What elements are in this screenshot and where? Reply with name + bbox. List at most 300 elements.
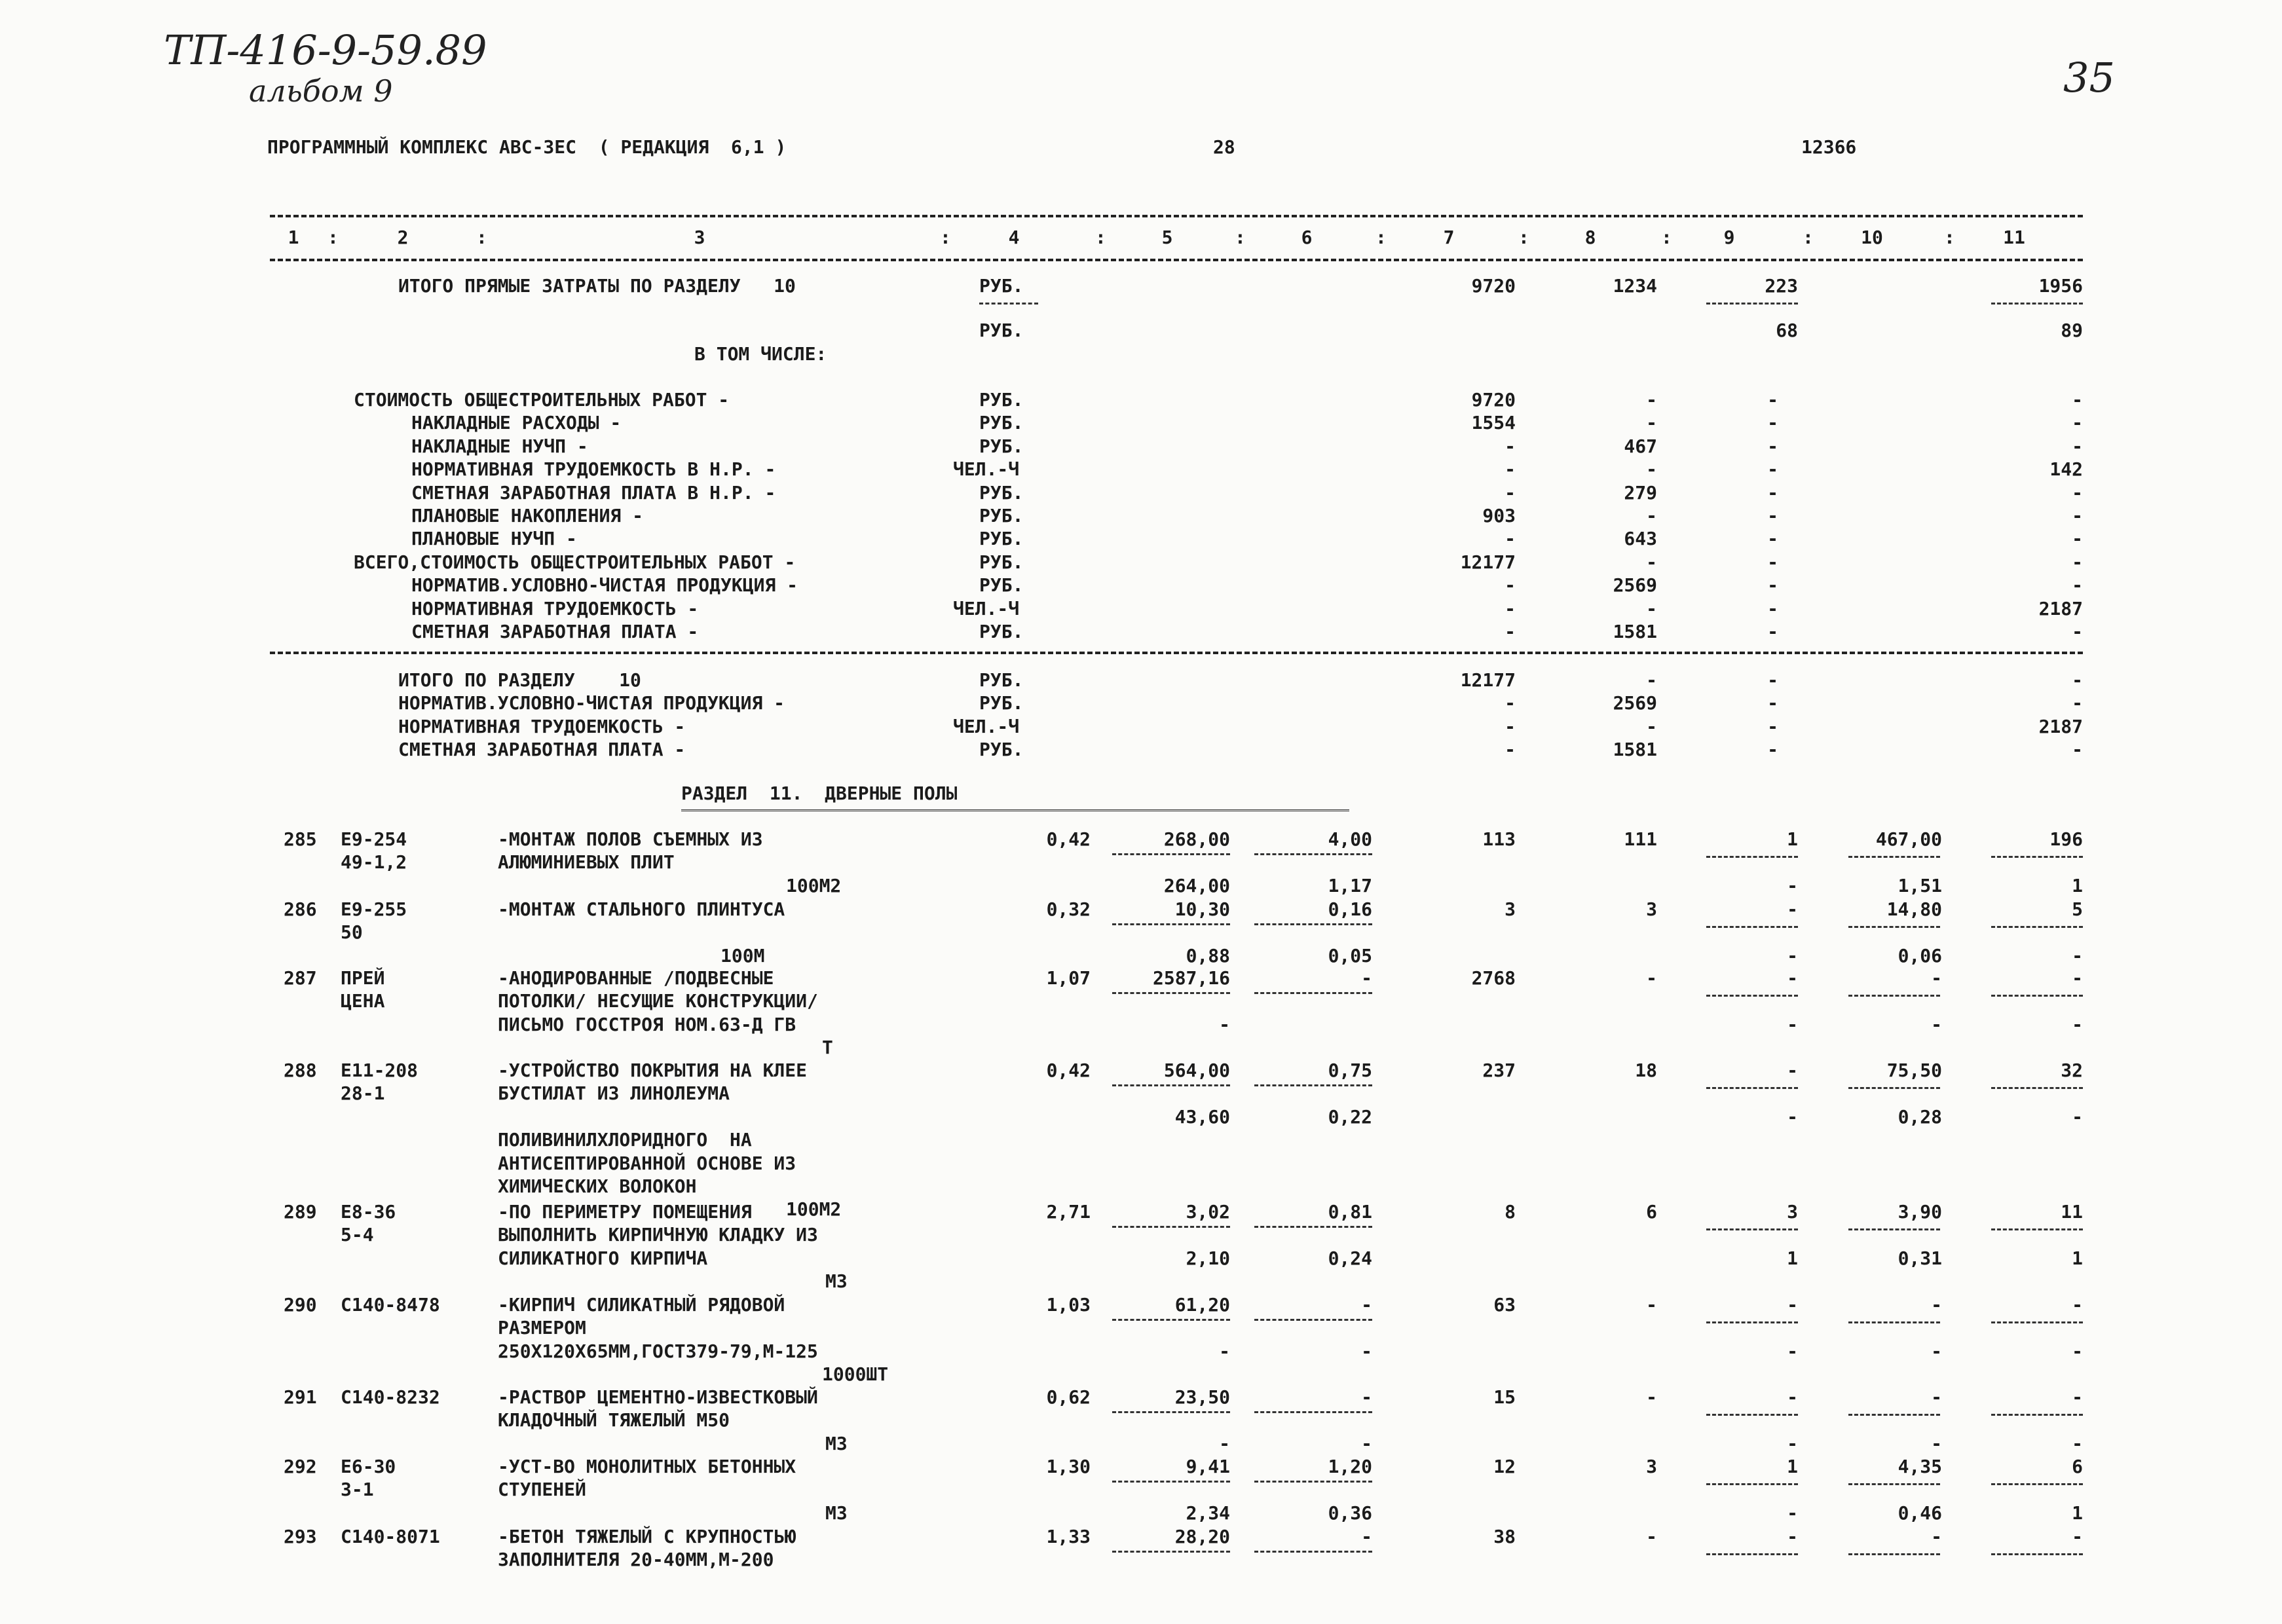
column-header-3: 3 xyxy=(694,227,705,248)
breakdown-unit: РУБ. xyxy=(979,412,1024,434)
item-c11: - xyxy=(2072,967,2083,989)
including-label: В ТОМ ЧИСЛЕ: xyxy=(694,343,827,365)
item-c6: 1,20 xyxy=(1328,1456,1372,1477)
item-description: БУСТИЛАТ ИЗ ЛИНОЛЕУМА xyxy=(498,1082,730,1105)
item-c9: 3 xyxy=(1787,1201,1798,1223)
item-description: -МОНТАЖ ПОЛОВ СЪЕМНЫХ ИЗ xyxy=(498,828,763,850)
item-c11-sub: - xyxy=(2072,944,2083,967)
item-description: 250Х120Х65ММ,ГОСТ379-79,М-125 xyxy=(498,1340,818,1362)
item-qty: 1,03 xyxy=(1046,1294,1091,1316)
item-c5-sub: 0,88 xyxy=(1186,944,1230,967)
item-c7: 2768 xyxy=(1471,967,1516,989)
column-separator: : xyxy=(1095,227,1106,248)
sub-rule-c10 xyxy=(1848,995,1940,997)
sub-rule-c11 xyxy=(1991,856,2083,858)
item-c5-sub: 2,10 xyxy=(1186,1247,1230,1269)
breakdown-label: ПЛАНОВЫЕ НАКОПЛЕНИЯ - xyxy=(411,505,644,526)
sub-rule-c11 xyxy=(1991,926,2083,928)
item-c9-sub: - xyxy=(1787,1432,1798,1454)
item-description: АЛЮМИНИЕВЫХ ПЛИТ xyxy=(498,851,675,874)
item-c7: 113 xyxy=(1482,828,1516,850)
breakdown-unit: РУБ. xyxy=(979,551,1024,573)
total-direct-c9-2: 68 xyxy=(1776,320,1798,341)
column-header-11: 11 xyxy=(2003,227,2025,248)
item-description: ПОТОЛКИ/ НЕСУЩИЕ КОНСТРУКЦИИ/ xyxy=(498,990,818,1012)
breakdown-c8: - xyxy=(1646,458,1657,481)
column-separator: : xyxy=(327,227,339,248)
sub-rule-c6 xyxy=(1254,992,1372,994)
item-number: 285 xyxy=(284,828,317,850)
breakdown-unit: ЧЕЛ.-Ч xyxy=(953,458,1020,481)
breakdown-label: НАКЛАДНЫЕ РАСХОДЫ - xyxy=(411,412,622,434)
item-description: СИЛИКАТНОГО КИРПИЧА xyxy=(498,1247,708,1269)
item-c9-sub: - xyxy=(1787,1013,1798,1035)
sub-rule-c9 xyxy=(1706,1553,1798,1555)
item-c9: - xyxy=(1787,898,1798,920)
sheet-number: 28 xyxy=(1213,136,1235,158)
table-header-rule xyxy=(270,259,2083,261)
item-c11-sub: 1 xyxy=(2072,1502,2083,1524)
column-header-7: 7 xyxy=(1443,227,1455,248)
breakdown-unit: РУБ. xyxy=(979,435,1024,457)
column-separator: : xyxy=(1944,227,1955,248)
item-unit: 100М2 xyxy=(786,1198,842,1221)
summary-unit: РУБ. xyxy=(979,739,1024,761)
sub-rule-c10 xyxy=(1848,1087,1940,1089)
item-c8: - xyxy=(1646,967,1657,989)
item-qty: 0,42 xyxy=(1046,828,1091,850)
item-c5: 564,00 xyxy=(1163,1060,1230,1081)
column-header-1: 1 xyxy=(288,227,299,248)
summary-c7: 12177 xyxy=(1460,669,1516,691)
item-c9: - xyxy=(1787,1526,1798,1547)
item-c10-sub: 0,06 xyxy=(1898,944,1942,967)
item-number: 293 xyxy=(284,1526,317,1547)
breakdown-c7: - xyxy=(1505,458,1516,481)
breakdown-c11: - xyxy=(2072,574,2083,597)
handwritten-page-number: 35 xyxy=(2063,54,2115,101)
item-c5-sub: - xyxy=(1219,1340,1230,1362)
breakdown-c8: - xyxy=(1646,505,1657,526)
item-c11-sub: - xyxy=(2072,1105,2083,1128)
sub-rule-c6 xyxy=(1254,853,1372,855)
breakdown-unit: РУБ. xyxy=(979,505,1024,526)
item-unit: 1000ШТ xyxy=(822,1363,889,1386)
item-c9: - xyxy=(1787,1386,1798,1408)
item-c11: 5 xyxy=(2072,898,2083,920)
breakdown-unit: РУБ. xyxy=(979,621,1024,642)
item-description: -УСТРОЙСТВО ПОКРЫТИЯ НА КЛЕЕ xyxy=(498,1060,808,1081)
item-description: ПИСЬМО ГОССТРОЯ НОМ.63-Д ГВ xyxy=(498,1013,796,1035)
total-direct-c8: 1234 xyxy=(1613,275,1657,297)
item-c6: - xyxy=(1361,967,1372,989)
column-separator: : xyxy=(1235,227,1246,248)
item-qty: 0,62 xyxy=(1046,1386,1091,1408)
breakdown-c9: - xyxy=(1767,528,1778,550)
breakdown-unit: РУБ. xyxy=(979,574,1024,597)
summary-label: НОРМАТИВ.УСЛОВНО-ЧИСТАЯ ПРОДУКЦИЯ - xyxy=(398,692,785,714)
sub-rule-c5 xyxy=(1112,1226,1230,1228)
column-separator: : xyxy=(1375,227,1387,248)
breakdown-c7: - xyxy=(1505,621,1516,642)
breakdown-c9: - xyxy=(1767,551,1778,573)
item-c8: 6 xyxy=(1646,1201,1657,1223)
item-code: 28-1 xyxy=(341,1082,385,1105)
item-c6-sub: 0,22 xyxy=(1328,1105,1372,1128)
item-c10-sub: - xyxy=(1931,1432,1942,1454)
item-c11: - xyxy=(2072,1526,2083,1547)
item-c5: 2587,16 xyxy=(1152,967,1230,989)
sub-rule-c5 xyxy=(1112,1411,1230,1413)
item-description: -КИРПИЧ СИЛИКАТНЫЙ РЯДОВОЙ xyxy=(498,1294,785,1316)
item-qty: 1,30 xyxy=(1046,1456,1091,1477)
sub-rule-c11 xyxy=(1991,1414,2083,1416)
sub-rule-c6 xyxy=(1254,1226,1372,1228)
sub-rule-c11 xyxy=(1991,1087,2083,1089)
item-c5: 23,50 xyxy=(1174,1386,1230,1408)
sub-rule-c10 xyxy=(1848,1483,1940,1485)
item-code: С140-8071 xyxy=(341,1526,440,1547)
breakdown-c9: - xyxy=(1767,458,1778,481)
item-c6-sub: 1,17 xyxy=(1328,874,1372,896)
c11-underline xyxy=(1991,303,2083,304)
total-direct-c11-2: 89 xyxy=(2061,320,2083,341)
breakdown-c9: - xyxy=(1767,597,1778,619)
item-c5-sub: 264,00 xyxy=(1163,874,1230,896)
breakdown-label: СМЕТНАЯ ЗАРАБОТНАЯ ПЛАТА - xyxy=(411,621,699,642)
column-separator: : xyxy=(1803,227,1814,248)
item-unit: 100М2 xyxy=(786,874,842,896)
item-c8: 18 xyxy=(1635,1060,1657,1081)
sub-rule-c10 xyxy=(1848,1321,1940,1323)
item-c5-sub: 43,60 xyxy=(1174,1105,1230,1128)
item-c9: - xyxy=(1787,1060,1798,1081)
total-direct-c11: 1956 xyxy=(2038,275,2083,297)
item-unit: М3 xyxy=(825,1502,848,1524)
breakdown-unit: РУБ. xyxy=(979,389,1024,411)
sub-rule-c9 xyxy=(1706,926,1798,928)
item-c10: 4,35 xyxy=(1898,1456,1942,1477)
item-qty: 0,32 xyxy=(1046,898,1091,920)
breakdown-c7: 1554 xyxy=(1471,412,1516,434)
item-c9: 1 xyxy=(1787,828,1798,850)
breakdown-rule xyxy=(270,652,2083,654)
summary-c11: - xyxy=(2072,739,2083,761)
handwritten-album: альбом 9 xyxy=(249,73,393,109)
item-c11: 6 xyxy=(2072,1456,2083,1477)
item-qty: 1,33 xyxy=(1046,1526,1091,1547)
breakdown-c7: - xyxy=(1505,597,1516,619)
sub-rule-c11 xyxy=(1991,1483,2083,1485)
item-description: -ПО ПЕРИМЕТРУ ПОМЕЩЕНИЯ xyxy=(498,1201,752,1223)
item-c11-sub: - xyxy=(2072,1432,2083,1454)
summary-c7: - xyxy=(1505,715,1516,737)
item-c10: 75,50 xyxy=(1886,1060,1942,1081)
item-c5-sub: - xyxy=(1219,1013,1230,1035)
column-header-9: 9 xyxy=(1723,227,1735,248)
sub-rule-c10 xyxy=(1848,1414,1940,1416)
item-c10: - xyxy=(1931,1294,1942,1316)
breakdown-c9: - xyxy=(1767,481,1778,504)
item-c10-sub: - xyxy=(1931,1013,1942,1035)
summary-unit: РУБ. xyxy=(979,669,1024,691)
item-c7: 63 xyxy=(1493,1294,1516,1316)
item-c6-sub: 0,24 xyxy=(1328,1247,1372,1269)
item-c5: 28,20 xyxy=(1174,1526,1230,1547)
item-qty: 1,07 xyxy=(1046,967,1091,989)
breakdown-c11: - xyxy=(2072,435,2083,457)
item-number: 290 xyxy=(284,1294,317,1316)
document-number: 12366 xyxy=(1801,136,1857,158)
item-c10: 467,00 xyxy=(1875,828,1942,850)
item-c9-sub: - xyxy=(1787,874,1798,896)
breakdown-label: ВСЕГО,СТОИМОСТЬ ОБЩЕСТРОИТЕЛЬНЫХ РАБОТ - xyxy=(354,551,796,573)
summary-unit: РУБ. xyxy=(979,692,1024,714)
sub-rule-c9 xyxy=(1706,1228,1798,1230)
item-unit: М3 xyxy=(825,1270,848,1293)
breakdown-label: СТОИМОСТЬ ОБЩЕСТРОИТЕЛЬНЫХ РАБОТ - xyxy=(354,389,730,411)
breakdown-unit: РУБ. xyxy=(979,481,1024,504)
sub-rule-c9 xyxy=(1706,1483,1798,1485)
sub-rule-c9 xyxy=(1706,1321,1798,1323)
breakdown-unit: РУБ. xyxy=(979,528,1024,550)
breakdown-c7: - xyxy=(1505,528,1516,550)
sub-rule-c5 xyxy=(1112,992,1230,994)
table-top-rule xyxy=(270,215,2083,217)
item-unit: М3 xyxy=(825,1432,848,1454)
total-direct-label: ИТОГО ПРЯМЫЕ ЗАТРАТЫ ПО РАЗДЕЛУ 10 xyxy=(398,275,796,297)
breakdown-c8: 1581 xyxy=(1613,621,1657,642)
item-c9-sub: 1 xyxy=(1787,1247,1798,1269)
item-description: ВЫПОЛНИТЬ КИРПИЧНУЮ КЛАДКУ ИЗ xyxy=(498,1224,818,1246)
breakdown-c8: 643 xyxy=(1624,528,1657,550)
breakdown-c11: 142 xyxy=(2049,458,2083,481)
total-direct-unit-2: РУБ. xyxy=(979,320,1024,341)
item-c10: 3,90 xyxy=(1898,1201,1942,1223)
breakdown-c11: - xyxy=(2072,481,2083,504)
breakdown-c7: 903 xyxy=(1482,505,1516,526)
sub-rule-c11 xyxy=(1991,1321,2083,1323)
item-c8: - xyxy=(1646,1526,1657,1547)
item-description: -АНОДИРОВАННЫЕ /ПОДВЕСНЫЕ xyxy=(498,967,774,989)
summary-c7: - xyxy=(1505,692,1516,714)
sub-rule-c9 xyxy=(1706,856,1798,858)
sub-rule-c11 xyxy=(1991,995,2083,997)
column-separator: : xyxy=(1518,227,1529,248)
item-code: Е9-255 xyxy=(341,898,407,920)
item-description: -РАСТВОР ЦЕМЕНТНО-ИЗВЕСТКОВЫЙ xyxy=(498,1386,818,1408)
column-header-4: 4 xyxy=(1008,227,1020,248)
breakdown-label: СМЕТНАЯ ЗАРАБОТНАЯ ПЛАТА В Н.Р. - xyxy=(411,481,776,504)
item-c9-sub: - xyxy=(1787,944,1798,967)
section-title-underline xyxy=(681,809,1349,811)
sub-rule-c5 xyxy=(1112,853,1230,855)
item-code: Е11-208 xyxy=(341,1060,419,1081)
item-c9: - xyxy=(1787,967,1798,989)
item-code: 50 xyxy=(341,921,363,944)
breakdown-unit: ЧЕЛ.-Ч xyxy=(953,597,1020,619)
item-c8: - xyxy=(1646,1294,1657,1316)
item-code: Е8-36 xyxy=(341,1201,396,1223)
sub-rule-c11 xyxy=(1991,1553,2083,1555)
breakdown-c11: - xyxy=(2072,412,2083,434)
summary-c11: - xyxy=(2072,669,2083,691)
item-c5: 268,00 xyxy=(1163,828,1230,850)
item-c6: 4,00 xyxy=(1328,828,1372,850)
item-description: КЛАДОЧНЫЙ ТЯЖЕЛЫЙ М50 xyxy=(498,1409,730,1431)
handwritten-code: ТП-416-9-59.89 xyxy=(164,26,487,74)
item-description: СТУПЕНЕЙ xyxy=(498,1479,586,1501)
sub-rule-c10 xyxy=(1848,926,1940,928)
sub-rule-c11 xyxy=(1991,1228,2083,1230)
item-description: ЗАПОЛНИТЕЛЯ 20-40ММ,М-200 xyxy=(498,1549,774,1571)
item-c7: 8 xyxy=(1505,1201,1516,1223)
total-direct-c9: 223 xyxy=(1765,275,1798,297)
breakdown-c8: 2569 xyxy=(1613,574,1657,597)
summary-label: ИТОГО ПО РАЗДЕЛУ 10 xyxy=(398,669,641,691)
item-unit: 100М xyxy=(720,944,765,967)
item-c11: 11 xyxy=(2061,1201,2083,1223)
total-direct-unit: РУБ. xyxy=(979,275,1024,297)
item-description: -УСТ-ВО МОНОЛИТНЫХ БЕТОННЫХ xyxy=(498,1456,796,1477)
breakdown-label: ПЛАНОВЫЕ НУЧП - xyxy=(411,528,577,550)
item-c10-sub: 0,28 xyxy=(1898,1105,1942,1128)
item-c8: - xyxy=(1646,1386,1657,1408)
sub-rule-c5 xyxy=(1112,1319,1230,1321)
item-c6-sub: 0,36 xyxy=(1328,1502,1372,1524)
breakdown-c8: - xyxy=(1646,389,1657,411)
sub-rule-c5 xyxy=(1112,1084,1230,1086)
item-description: АНТИСЕПТИРОВАННОЙ ОСНОВЕ ИЗ xyxy=(498,1152,796,1174)
item-c10: - xyxy=(1931,967,1942,989)
item-number: 291 xyxy=(284,1386,317,1408)
item-c6-sub: - xyxy=(1361,1432,1372,1454)
item-code: 3-1 xyxy=(341,1479,374,1501)
item-code: Е9-254 xyxy=(341,828,407,850)
item-c11-sub: - xyxy=(2072,1340,2083,1362)
item-c6: - xyxy=(1361,1386,1372,1408)
item-c7: 38 xyxy=(1493,1526,1516,1547)
breakdown-label: НОРМАТИВНАЯ ТРУДОЕМКОСТЬ - xyxy=(411,597,699,619)
sub-rule-c9 xyxy=(1706,995,1798,997)
item-description: ПОЛИВИНИЛХЛОРИДНОГО НА xyxy=(498,1129,752,1151)
item-number: 288 xyxy=(284,1060,317,1081)
breakdown-c11: 2187 xyxy=(2038,597,2083,619)
item-qty: 2,71 xyxy=(1046,1201,1091,1223)
item-c11-sub: 1 xyxy=(2072,874,2083,896)
breakdown-label: НОРМАТИВНАЯ ТРУДОЕМКОСТЬ В Н.Р. - xyxy=(411,458,776,481)
summary-c9: - xyxy=(1767,715,1778,737)
sub-rule-c9 xyxy=(1706,1087,1798,1089)
item-c9-sub: - xyxy=(1787,1105,1798,1128)
breakdown-c8: 279 xyxy=(1624,481,1657,504)
item-c7: 237 xyxy=(1482,1060,1516,1081)
breakdown-c11: - xyxy=(2072,528,2083,550)
item-number: 287 xyxy=(284,967,317,989)
sub-rule-c5 xyxy=(1112,923,1230,925)
breakdown-c9: - xyxy=(1767,435,1778,457)
breakdown-c9: - xyxy=(1767,505,1778,526)
item-description: -МОНТАЖ СТАЛЬНОГО ПЛИНТУСА xyxy=(498,898,785,920)
item-number: 292 xyxy=(284,1456,317,1477)
breakdown-c7: 12177 xyxy=(1460,551,1516,573)
breakdown-c9: - xyxy=(1767,574,1778,597)
item-c11-sub: 1 xyxy=(2072,1247,2083,1269)
sub-rule-c9 xyxy=(1706,1414,1798,1416)
item-c7: 12 xyxy=(1493,1456,1516,1477)
breakdown-c9: - xyxy=(1767,389,1778,411)
sub-rule-c5 xyxy=(1112,1481,1230,1483)
summary-label: СМЕТНАЯ ЗАРАБОТНАЯ ПЛАТА - xyxy=(398,739,686,761)
column-separator: : xyxy=(476,227,487,248)
breakdown-c8: 467 xyxy=(1624,435,1657,457)
section-11-title: РАЗДЕЛ 11. ДВЕРНЫЕ ПОЛЫ xyxy=(681,783,958,804)
summary-unit: ЧЕЛ.-Ч xyxy=(953,715,1020,737)
program-header: ПРОГРАММНЫЙ КОМПЛЕКС АВС-3ЕС ( РЕДАКЦИЯ 6,1 ) xyxy=(267,136,787,158)
item-c6: - xyxy=(1361,1294,1372,1316)
column-header-5: 5 xyxy=(1161,227,1173,248)
item-c9: 1 xyxy=(1787,1456,1798,1477)
column-separator: : xyxy=(940,227,951,248)
item-number: 289 xyxy=(284,1201,317,1223)
item-description: РАЗМЕРОМ xyxy=(498,1317,586,1339)
item-c6: 0,16 xyxy=(1328,898,1372,920)
item-code: Е6-30 xyxy=(341,1456,396,1477)
item-c5-sub: 2,34 xyxy=(1186,1502,1230,1524)
unit-underline xyxy=(979,303,1038,304)
item-c10: - xyxy=(1931,1386,1942,1408)
item-c6: 0,75 xyxy=(1328,1060,1372,1081)
breakdown-c11: - xyxy=(2072,621,2083,642)
item-qty: 0,42 xyxy=(1046,1060,1091,1081)
summary-c7: - xyxy=(1505,739,1516,761)
item-c9-sub: - xyxy=(1787,1340,1798,1362)
item-c10-sub: 0,46 xyxy=(1898,1502,1942,1524)
summary-c8: - xyxy=(1646,669,1657,691)
summary-c8: 1581 xyxy=(1613,739,1657,761)
breakdown-c9: - xyxy=(1767,621,1778,642)
item-unit: Т xyxy=(822,1037,833,1059)
summary-c9: - xyxy=(1767,669,1778,691)
breakdown-c11: - xyxy=(2072,505,2083,526)
summary-c9: - xyxy=(1767,739,1778,761)
item-c11: 196 xyxy=(2049,828,2083,850)
sub-rule-c6 xyxy=(1254,1411,1372,1413)
total-direct-c7: 9720 xyxy=(1471,275,1516,297)
sub-rule-c10 xyxy=(1848,856,1940,858)
sub-rule-c6 xyxy=(1254,1319,1372,1321)
summary-label: НОРМАТИВНАЯ ТРУДОЕМКОСТЬ - xyxy=(398,715,686,737)
sub-rule-c6 xyxy=(1254,1481,1372,1483)
item-c5: 3,02 xyxy=(1186,1201,1230,1223)
sub-rule-c6 xyxy=(1254,923,1372,925)
item-code: ЦЕНА xyxy=(341,990,385,1012)
item-c5: 61,20 xyxy=(1174,1294,1230,1316)
item-code: ПРЕЙ xyxy=(341,967,385,989)
breakdown-c7: - xyxy=(1505,574,1516,597)
item-code: 49-1,2 xyxy=(341,851,407,874)
column-header-6: 6 xyxy=(1301,227,1313,248)
summary-c8: - xyxy=(1646,715,1657,737)
sub-rule-c5 xyxy=(1112,1551,1230,1553)
breakdown-c11: - xyxy=(2072,551,2083,573)
summary-c9: - xyxy=(1767,692,1778,714)
item-c7: 15 xyxy=(1493,1386,1516,1408)
breakdown-label: НОРМАТИВ.УСЛОВНО-ЧИСТАЯ ПРОДУКЦИЯ - xyxy=(411,574,798,597)
item-c8: 3 xyxy=(1646,898,1657,920)
item-c9-sub: - xyxy=(1787,1502,1798,1524)
column-header-8: 8 xyxy=(1584,227,1596,248)
